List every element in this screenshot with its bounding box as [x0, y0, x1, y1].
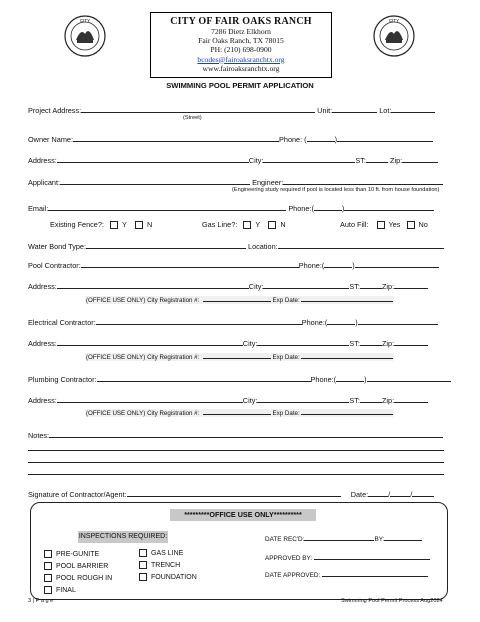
applicant-field[interactable] — [60, 177, 250, 185]
paren-close-2: ) — [341, 204, 345, 213]
st-field[interactable] — [360, 338, 382, 346]
project-address-field[interactable] — [81, 105, 315, 113]
exp-date-field[interactable] — [301, 353, 393, 359]
st-label: ST: — [355, 156, 366, 165]
notes-line-2 — [28, 443, 444, 453]
plumbing-contractor-row — [28, 374, 451, 384]
address-label: Address: — [28, 282, 57, 291]
st-label: ST: — [349, 396, 360, 405]
date-approved-field[interactable] — [322, 571, 428, 577]
pool-barrier-checkbox[interactable] — [44, 562, 52, 570]
fence-n-label: N — [147, 220, 153, 229]
approved-by-field[interactable] — [314, 554, 430, 560]
zip-label: Zip: — [381, 282, 395, 291]
zip-field[interactable] — [394, 281, 428, 289]
email-label: Email: — [28, 204, 49, 213]
signature-label: Signature of Contractor/Agent: — [28, 490, 127, 499]
form-title: SWIMMING POOL PERMIT APPLICATION — [166, 81, 314, 90]
autofill-no-checkbox[interactable] — [407, 221, 415, 229]
fence-y-label: Y — [122, 220, 127, 229]
pool-phone-area[interactable] — [324, 260, 355, 270]
pool-rough-in-label: POOL ROUGH IN — [56, 574, 113, 582]
gas-n-label: N — [280, 220, 286, 229]
notes-row — [28, 430, 443, 440]
plumbing-contractor-label: Plumbing Contractor: — [28, 375, 97, 384]
address-label: Address: — [28, 339, 57, 348]
owner-name-label: Owner Name: — [28, 135, 74, 144]
notes-field-1[interactable] — [49, 430, 443, 438]
date-recd-label: DATE REC'D: — [265, 536, 305, 543]
st-field[interactable] — [360, 395, 382, 403]
date-day[interactable] — [390, 489, 410, 497]
engineer-label: Engineer: — [252, 178, 284, 187]
address-field[interactable] — [57, 281, 249, 289]
zip-label: Zip: — [381, 339, 395, 348]
pool-contractor-row — [28, 260, 439, 270]
pool-phone-label: Phone:( — [298, 261, 325, 270]
lot-field[interactable] — [391, 105, 435, 113]
notes-line-4 — [28, 467, 444, 477]
email-row — [28, 203, 434, 213]
fence-n-checkbox[interactable] — [135, 221, 143, 229]
owner-row — [28, 134, 433, 144]
inspections-required-label: INSPECTIONS REQUIRED: — [78, 531, 168, 543]
engineer-note: (Engineering study required if pool is located less than 10 ft. from house foundation) — [232, 187, 440, 193]
trench-checkbox[interactable] — [139, 561, 147, 569]
address-field[interactable] — [57, 155, 249, 163]
final-checkbox[interactable] — [44, 586, 52, 594]
svg-text:CITY: CITY — [79, 18, 91, 23]
city-label: City: — [242, 396, 258, 405]
pool-phone-field[interactable] — [355, 260, 439, 268]
final-label: FINAL — [56, 586, 76, 594]
notes-field-4[interactable] — [28, 467, 444, 475]
plumbing-office-registration — [85, 409, 394, 417]
plumbing-contractor-field[interactable] — [97, 374, 311, 382]
gas-line-label: GAS LINE — [151, 549, 184, 557]
pool-rough-in-checkbox[interactable] — [44, 574, 52, 582]
location-field[interactable] — [278, 241, 444, 249]
address-label: Address: — [28, 396, 57, 405]
pre-gunite-checkbox[interactable] — [44, 550, 52, 558]
pool-contractor-field[interactable] — [81, 260, 299, 268]
electrical-phone-field[interactable] — [358, 317, 438, 325]
electrical-contractor-row — [28, 317, 438, 327]
phone-number: PH: (210) 698-0900 — [210, 45, 272, 55]
plumbing-address-row — [28, 395, 428, 405]
st-field[interactable] — [360, 281, 382, 289]
notes-field-3[interactable] — [28, 455, 444, 463]
inspection-pool-rough-in — [44, 574, 112, 582]
trench-label: TRENCH — [151, 561, 181, 569]
st-field[interactable] — [366, 155, 388, 163]
city-state-zip: Fair Oaks Ranch, TX 78015 — [198, 36, 284, 46]
date-approved-row — [265, 571, 428, 579]
applicant-row — [28, 177, 443, 187]
city-field[interactable] — [257, 338, 349, 346]
unit-field[interactable] — [332, 105, 377, 113]
date-year[interactable] — [412, 489, 434, 497]
page-number: 3 | P a g e — [28, 598, 54, 604]
reg-number-field[interactable] — [203, 296, 271, 302]
existing-fence-label: Existing Fence?: — [50, 220, 104, 229]
approved-by-label: APPROVED BY: — [265, 555, 313, 562]
applicant-label: Applicant: — [28, 178, 61, 187]
office-reg-label: (OFFICE USE ONLY) City Registration #: — [86, 297, 200, 304]
by-label: BY: — [374, 536, 385, 543]
notes-line-3 — [28, 455, 444, 465]
electrical-address-row — [28, 338, 428, 348]
city-field[interactable] — [263, 155, 355, 163]
gas-group — [202, 220, 286, 229]
gas-line-checkbox[interactable] — [139, 549, 147, 557]
by-field[interactable] — [384, 535, 422, 541]
pool-office-registration — [85, 296, 394, 304]
street-note: (Street) — [183, 115, 202, 121]
electrical-office-registration — [85, 353, 394, 361]
city-seal-right — [372, 14, 416, 58]
fence-group — [50, 220, 152, 229]
address-label: Address: — [28, 156, 57, 165]
inspection-pre-gunite — [44, 550, 99, 558]
foundation-label: FOUNDATION — [151, 573, 197, 581]
svg-text:CITY: CITY — [388, 18, 400, 23]
auto-fill-label: Auto Fill: — [340, 220, 369, 229]
electrical-contractor-label: Electrical Contractor: — [28, 318, 96, 327]
exp-date-label: Exp Date: — [272, 354, 300, 361]
city-label: City: — [248, 156, 264, 165]
zip-label: Zip: — [381, 396, 395, 405]
exp-date-label: Exp Date: — [272, 297, 300, 304]
address-field[interactable] — [57, 395, 243, 403]
notes-label: Notes: — [28, 431, 50, 440]
pool-barrier-label: POOL BARRIER — [56, 562, 109, 570]
email-phone-field[interactable] — [341, 203, 434, 213]
exp-date-field[interactable] — [301, 409, 393, 415]
email-phone-area[interactable] — [314, 203, 345, 213]
paren-close-3: ) — [352, 261, 355, 270]
gas-line-label: Gas Line?: — [202, 220, 238, 229]
plumbing-phone-field[interactable] — [367, 374, 451, 382]
autofill-no-label: No — [418, 220, 428, 229]
gas-n-checkbox[interactable] — [268, 221, 276, 229]
date-label: Date: — [350, 490, 369, 499]
engineer-field[interactable] — [283, 177, 443, 185]
signature-row: Signature of Contractor/Agent: Date: / / — [28, 489, 434, 499]
exp-date-label: Exp Date: — [272, 410, 300, 417]
autofill-yes-checkbox[interactable] — [377, 221, 385, 229]
exp-date-field[interactable] — [301, 296, 393, 302]
zip-field[interactable] — [394, 338, 428, 346]
water-bond-row — [28, 241, 444, 251]
unit-label: Unit: — [317, 106, 333, 115]
water-bond-label: Water Bond Type: — [28, 242, 87, 251]
inspection-final — [44, 586, 76, 594]
owner-phone-area[interactable] — [307, 134, 338, 144]
city-field[interactable] — [263, 281, 349, 289]
plumbing-phone-label: Phone:( — [310, 375, 337, 384]
owner-name-field[interactable] — [73, 134, 279, 142]
zip-field[interactable] — [402, 155, 438, 163]
plumbing-phone-area[interactable] — [336, 374, 367, 384]
office-reg-label: (OFFICE USE ONLY) City Registration #: — [86, 354, 200, 361]
electrical-phone-label: Phone:( — [301, 318, 328, 327]
date-recd-field[interactable] — [304, 535, 374, 541]
office-use-title: *********OFFICE USE ONLY********** — [170, 509, 316, 521]
electrical-contractor-field[interactable] — [96, 317, 302, 325]
date-received-row — [265, 535, 422, 543]
reg-number-field[interactable] — [203, 353, 271, 359]
water-bond-field[interactable] — [86, 241, 246, 249]
date-month[interactable] — [368, 489, 388, 497]
foundation-checkbox[interactable] — [139, 573, 147, 581]
owner-phone-field[interactable] — [334, 134, 433, 144]
website: www.fairoaksranchtx.org — [202, 63, 280, 73]
autofill-group — [340, 220, 428, 229]
address-field[interactable] — [57, 338, 243, 346]
signature-field[interactable] — [127, 489, 341, 497]
pre-gunite-label: PRE-GUNITE — [56, 550, 100, 558]
city-seal-left — [63, 14, 107, 58]
inspection-pool-barrier — [44, 562, 108, 570]
office-reg-label: (OFFICE USE ONLY) City Registration #: — [86, 410, 200, 417]
approved-by-row — [265, 554, 430, 562]
paren-close-4: ) — [355, 318, 358, 327]
inspection-foundation — [139, 573, 197, 581]
zip-label: Zip: — [389, 156, 403, 165]
city-name: CITY OF FAIR OAKS RANCH — [170, 16, 312, 27]
gas-y-label: Y — [255, 220, 261, 229]
st-label: ST: — [349, 282, 360, 291]
email-field[interactable] — [48, 203, 286, 211]
email-phone-label: Phone:( — [288, 204, 314, 213]
owner-phone-label: Phone: ( — [279, 135, 307, 144]
pool-address-row — [28, 281, 428, 291]
city-label: City: — [248, 282, 264, 291]
document-version: Swimming Pool Permit Process Aug2024 — [341, 598, 443, 604]
paren-close: ) — [334, 135, 338, 144]
project-address-label: Project Address: — [28, 106, 82, 115]
autofill-yes-label: Yes — [388, 220, 401, 229]
pool-contractor-label: Pool Contractor: — [28, 261, 81, 270]
paren-close-5: ) — [364, 375, 367, 384]
date-approved-label: DATE APPROVED: — [265, 572, 321, 579]
email-link[interactable]: bcodes@fairoaksranchtx.org — [197, 54, 285, 64]
reg-number-field[interactable] — [203, 409, 271, 415]
city-header — [150, 12, 332, 78]
street-address: 7286 Dietz Elkhorn — [211, 27, 271, 36]
inspection-gas-line — [139, 549, 183, 557]
gas-y-checkbox[interactable] — [243, 221, 251, 229]
city-label: City: — [242, 339, 258, 348]
city-field[interactable] — [257, 395, 349, 403]
inspection-trench — [139, 561, 180, 569]
lot-label: Lot: — [379, 106, 392, 115]
fence-y-checkbox[interactable] — [110, 221, 118, 229]
location-label: Location: — [248, 242, 278, 251]
st-label: ST: — [349, 339, 360, 348]
electrical-phone-area[interactable] — [327, 317, 358, 327]
project-address-row — [28, 105, 435, 115]
owner-address-row — [28, 155, 438, 165]
notes-field-2[interactable] — [28, 443, 444, 451]
zip-field[interactable] — [394, 395, 428, 403]
